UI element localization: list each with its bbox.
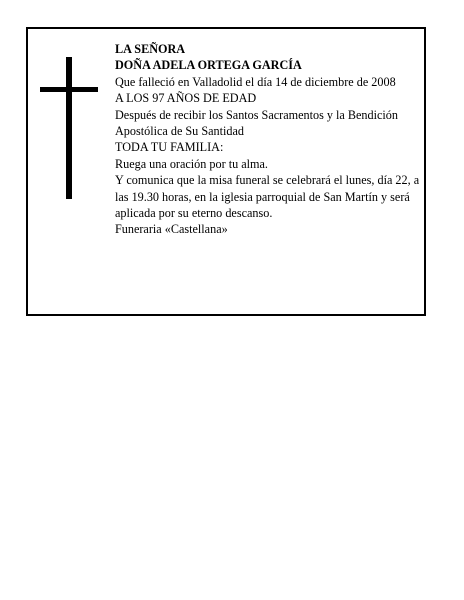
cross-icon <box>40 57 98 199</box>
prayer-line: Ruega una oración por tu alma. <box>115 156 268 171</box>
death-info: Que falleció en Valladolid el día 14 de diciembre de 2008 <box>115 74 396 89</box>
obituary-notice <box>26 27 426 316</box>
family-line: TODA TU FAMILIA: <box>115 140 224 155</box>
funeral-home: Funeraria «Castellana» <box>115 222 228 237</box>
sacraments-line: Después de recibir los Santos Sacramentos y la Bendición Apostólica de Su Santidad <box>115 107 398 139</box>
age-line: A LOS 97 AÑOS DE EDAD <box>115 91 257 106</box>
funeral-details: Y comunica que la misa funeral se celebrará el lunes, día 22, a las 19.30 horas, en la iglesia parroquial de San Martín y será aplicada por su eterno descanso. <box>115 173 420 221</box>
deceased-name: DOÑA ADELA ORTEGA GARCÍA <box>115 58 302 73</box>
cross-vertical-bar <box>66 57 72 199</box>
notice-text <box>115 41 421 238</box>
cross-horizontal-bar <box>40 87 98 92</box>
notice-title-line1: LA SEÑORA <box>115 42 186 56</box>
